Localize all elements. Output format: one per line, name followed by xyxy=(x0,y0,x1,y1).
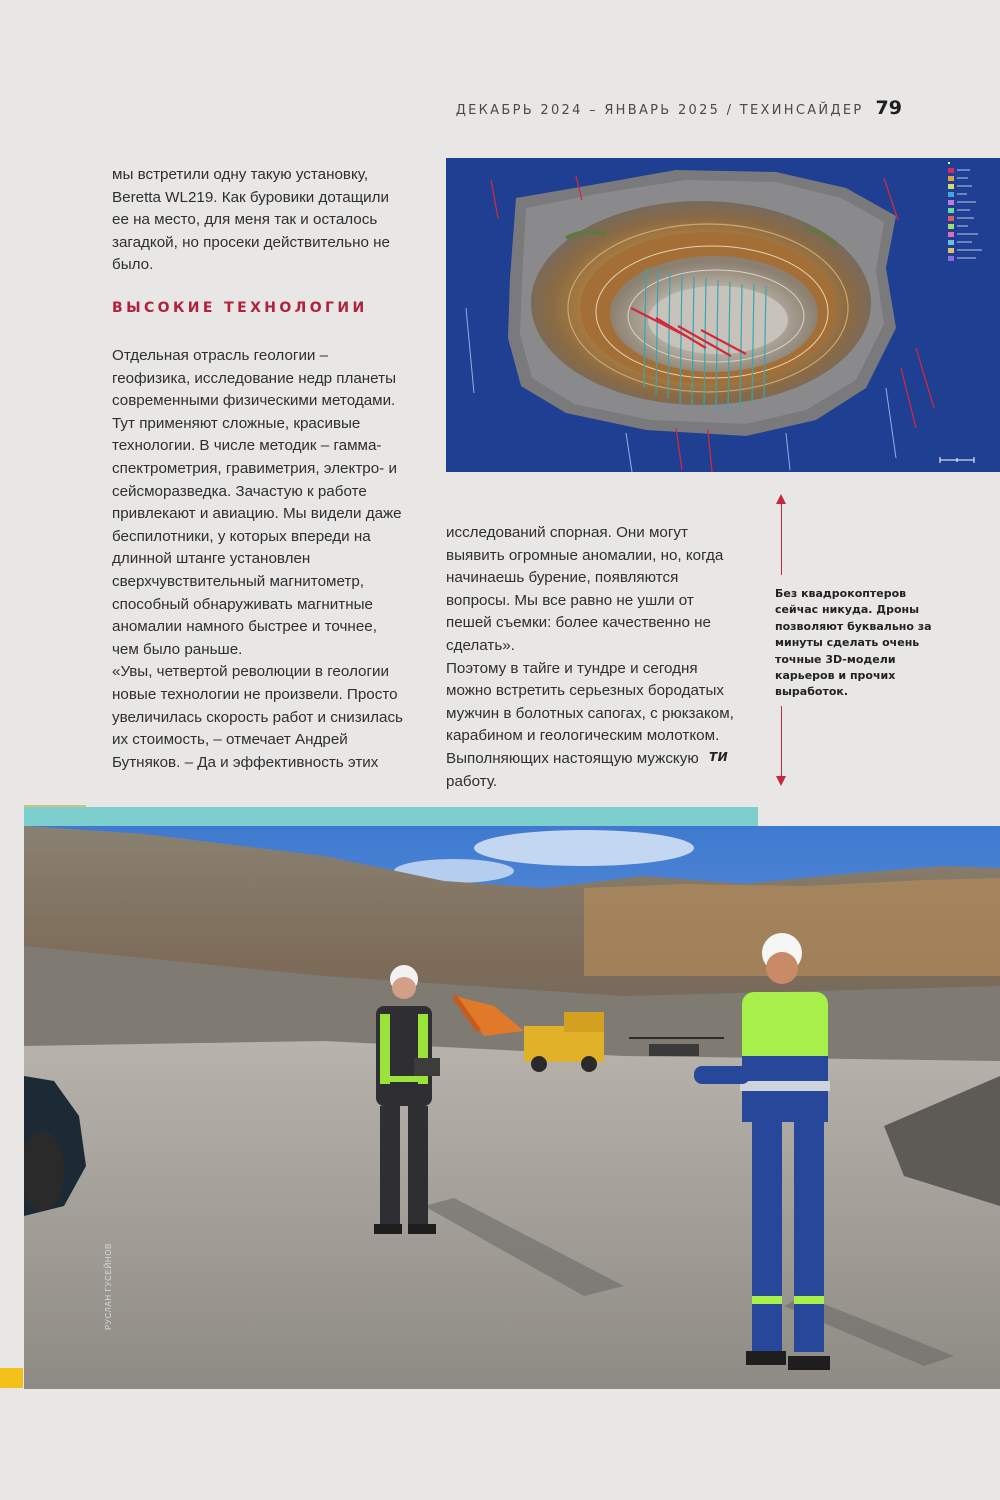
section-heading: ВЫСОКИЕ ТЕХНОЛОГИИ xyxy=(112,300,368,316)
article-column-middle xyxy=(446,522,734,793)
section-color-tab xyxy=(0,1368,23,1388)
quarry-drone-operators-photo xyxy=(24,826,1000,1389)
caption-rule-bottom xyxy=(781,706,782,778)
caption-arrow-down-icon xyxy=(776,776,786,786)
intro-paragraph: мы встретили одну такую установку, Beretta WL219. Как буровики дотащили ее на место, для меня так и осталось загадкой, но просеки действительно не было. xyxy=(112,166,390,274)
quarry-3d-model-image xyxy=(446,158,1000,472)
photo-color-band xyxy=(24,807,758,827)
paragraph-quote-end: исследований спорная. Они могут выявить огромные аномалии, но, когда начинаешь бурение, появляются вопросы. Мы все равно не ушли от пешей съемки: более качественно не сделать». xyxy=(446,524,724,654)
photo-caption: Без квадрокоптеров сейчас никуда. Дроны позволяют буквально за минуты сделать очень точные 3D-модели карьеров и прочих выработок. xyxy=(775,587,932,699)
paragraph-quote-start: «Увы, четвертой революции в геологии новые технологии не произвели. Просто увеличилась скорость работ и снизилась их стоимость, – отмечает Андрей Бутняков. – Да и эффективность этих xyxy=(112,663,403,771)
page-header xyxy=(456,97,902,119)
page-number: 79 xyxy=(875,97,902,119)
photo-credit: РУСЛАН ГУСЕЙНОВ xyxy=(104,1243,113,1330)
paragraph-final: Поэтому в тайге и тундре и сегодня можно встретить серьезных бородатых мужчин в болотных сапогах, с рюкзаком, карабином и геологическим молотком. Выполняющих настоящую мужскую работу. xyxy=(446,659,734,790)
running-head: ДЕКАБРЬ 2024 – ЯНВАРЬ 2025 / ТЕХИНСАЙДЕР xyxy=(455,103,864,118)
end-of-article-mark: ТИ xyxy=(709,750,729,764)
paragraph-geophysics: Отдельная отрасль геологии – геофизика, исследование недр планеты современными физическими методами. Тут применяют сложные, красивые технологии. В числе методик – гамма-спектрометрия, гравиметрия, электро- и сейсморазведка. Зачастую к работе привлекают и авиацию. Мы видели даже беспилотники, у которых впереди на длинной штанге установлен сверхчувствительный магнитометр, способный обнаруживать магнитные аномалии намного быстрее и точнее, чем было раньше. xyxy=(112,347,402,658)
article-column-left xyxy=(112,345,407,774)
caption-rule-top xyxy=(781,503,782,575)
article-column-left-top xyxy=(112,164,407,277)
